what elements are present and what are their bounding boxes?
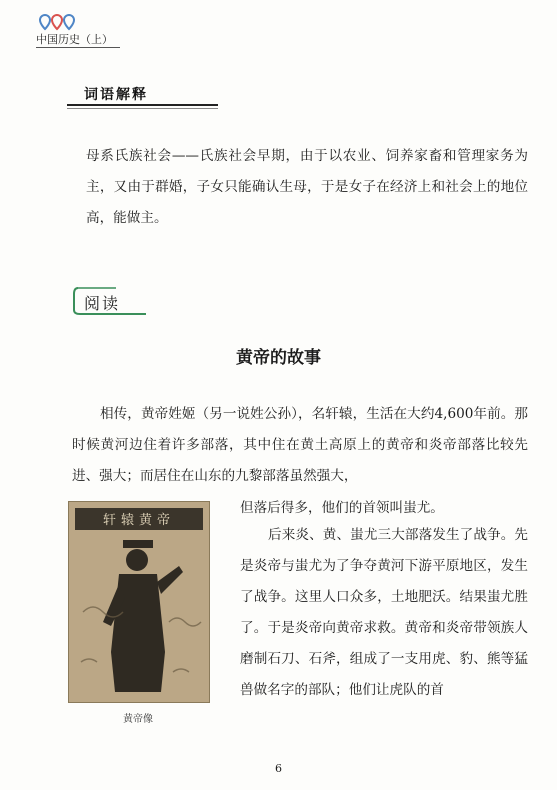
story-paragraph-2: 后来炎、黄、蚩尤三大部落发生了战争。先是炎帝与蚩尤为了争夺黄河下游平原地区，发生了战争。这里人口众多，土地肥沃。结果蚩尤胜了。于是炎帝向黄帝求救。黄帝和炎帝带领族人磨制石刀、石斧，组成了一支用虎、豹、熊等猛兽做名字的部队；他们让虎队的首 — [240, 527, 528, 698]
portrait-caption: 黄帝像 — [123, 714, 153, 725]
portrait-inscription: 轩辕黄帝 — [102, 513, 176, 528]
story-paragraph-1: 相传，黄帝姓姬（另一说姓公孙），名轩辕，生活在大约4,600年前。那时候黄河边住着许多部落，其中住在黄土高原上的黄帝和炎帝部落比较先进、强大；而居住在山东的九黎部落虽然强大， — [72, 406, 528, 484]
page-number: 6 — [275, 762, 282, 775]
reading-label: 阅读 — [84, 294, 121, 313]
header-divider — [36, 47, 120, 48]
glossary-underline-thin — [67, 108, 218, 109]
story-title: 黄帝的故事 — [236, 348, 321, 368]
huangdi-figure-icon — [69, 502, 209, 702]
glossary-definition: 母系氏族社会——氏族社会早期，由于以农业、饲养家畜和管理家务为主，又由于群婚，子女只能确认生母，于是女子在经济上和社会上的地位高，能做主。 — [86, 148, 528, 226]
book-title: 中国历史（上） — [36, 33, 113, 46]
story-paragraph-1-continued: 但落后得多，他们的首领叫蚩尤。 — [240, 500, 444, 516]
glossary-heading: 词语解释 — [84, 87, 148, 103]
huangdi-portrait — [68, 501, 210, 703]
glossary-underline — [67, 104, 218, 106]
